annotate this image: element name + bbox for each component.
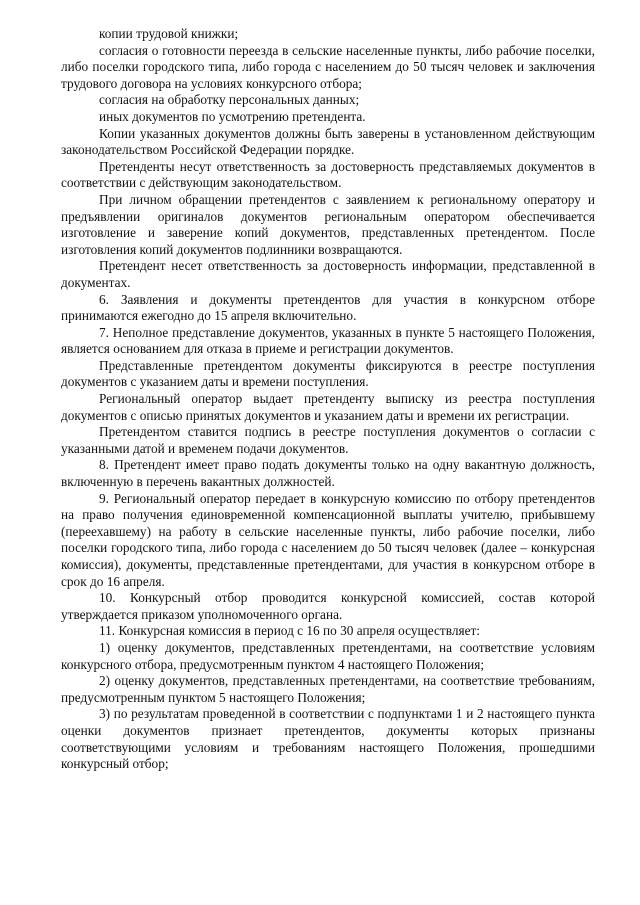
paragraph: Региональный оператор выдает претенденту выписку из реестра поступления документов с описью принятых документов и указанием даты и времени их регистрации.: [61, 391, 595, 423]
paragraph: Копии указанных документов должны быть заверены в установленном действующим законодательством Российской Федерации порядке.: [61, 125, 595, 158]
paragraph: Претенденты несут ответственность за достоверность представляемых документов в соответствии с действующим законодательством.: [61, 158, 595, 191]
paragraph: 10. Конкурсный отбор проводится конкурсной комиссией, состав которой утверждается приказом уполномоченного органа.: [61, 590, 595, 622]
paragraph: копии трудовой книжки;: [99, 26, 239, 41]
paragraph: 11. Конкурсная комиссия в период с 16 по 30 апреля осуществляет:: [99, 623, 480, 639]
paragraph: 8. Претендент имеет право подать документы только на одну вакантную должность, включенную в перечень вакантных должностей.: [61, 457, 595, 490]
paragraph: 7. Неполное представление документов, указанных в пункте 5 настоящего Положения, является основанием для отказа в приеме и регистрации документов.: [61, 324, 595, 357]
paragraph: При личном обращении претендентов с заявлением к региональному оператору и предъявлении оригиналов документов региональным оператором обеспечивается изготовление и заверение копий документов, представленных претендентом. После изготовления копий документов подлинники возвращаются.: [61, 191, 595, 257]
paragraph: согласия на обработку персональных данных;: [99, 92, 360, 108]
paragraph: 1) оценку документов, представленных претендентами, на соответствие условиям конкурсного отбора, предусмотренным пунктом 4 настоящего Положения;: [61, 639, 595, 672]
paragraph: 6. Заявления и документы претендентов для участия в конкурсном отборе принимаются ежегодно до 15 апреля включительно.: [61, 291, 595, 324]
paragraph: согласия о готовности переезда в сельские населенные пункты, либо рабочие поселки, либо поселки городского типа, либо города с населением до 50 тысяч человек и заключения трудового договора на условиях конкурсного отбора;: [61, 42, 595, 91]
paragraph: Претендентом ставится подпись в реестре поступления документов о согласии с указанными датой и временем подачи документов.: [61, 424, 595, 456]
paragraph: Представленные претендентом документы фиксируются в реестре поступления документов с указанием даты и времени поступления.: [61, 357, 595, 390]
paragraph: Претендент несет ответственность за достоверность информации, представленной в документах.: [61, 258, 595, 290]
paragraph: 9. Региональный оператор передает в конкурсную комиссию по отбору претендентов на право получения единовременной компенсационной выплаты учителю, прибывшему (переехавшему) на работу в сельские населенные пункты, либо рабочие поселки, либо поселки городского типа, либо города с населением до 50 тысяч человек (далее – конкурсная комиссия), документы, представленные претендентами, для участия в конкурсном отборе в срок до 16 апреля.: [61, 490, 595, 589]
paragraph: 3) по результатам проведенной в соответствии с подпунктами 1 и 2 настоящего пункта оценки документов признает претендентов, документы которых признаны соответствующими условиям и требованиям настоящего Положения, прошедшими конкурсный отбор;: [61, 706, 595, 772]
paragraph: иных документов по усмотрению претендента.: [99, 108, 366, 124]
document-page: [61, 26, 595, 773]
paragraph: 2) оценку документов, представленных претендентами, на соответствие требованиям, предусмотренным пунктом 5 настоящего Положения;: [61, 673, 595, 705]
